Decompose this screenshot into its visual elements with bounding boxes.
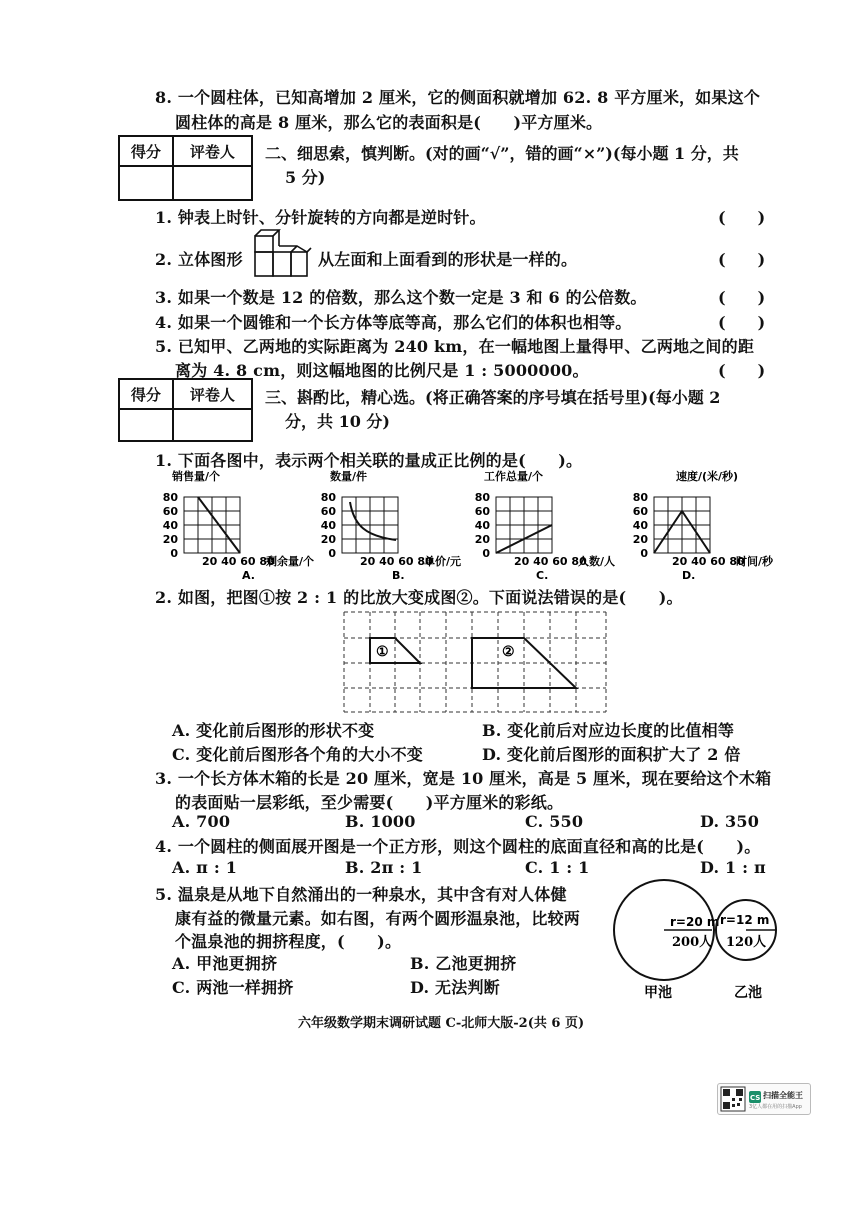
choice-q2-option-b: B. 变化前后对应边长度的比值相等 bbox=[482, 721, 735, 740]
ytick: 0 bbox=[482, 547, 490, 560]
ytick: 40 bbox=[474, 519, 490, 532]
choice-q3-option-d: D. 350 bbox=[700, 812, 760, 831]
choice-q5-option-d: D. 无法判断 bbox=[410, 978, 500, 997]
enlargement-figure bbox=[340, 608, 610, 716]
ytick: 40 bbox=[162, 519, 178, 532]
chart-d-ylabel: 速度/(米/秒) bbox=[676, 470, 739, 483]
judge-paren-3[interactable]: ( ) bbox=[718, 288, 766, 307]
chart-d-option: D. bbox=[682, 569, 696, 582]
score-cell[interactable] bbox=[119, 409, 173, 441]
ytick: 60 bbox=[632, 505, 648, 518]
choice-q5-option-c: C. 两池一样拥挤 bbox=[172, 978, 294, 997]
choice-q4-option-b: B. 2π : 1 bbox=[345, 858, 423, 877]
section2-title-line2: 5 分) bbox=[285, 168, 326, 187]
ytick: 60 bbox=[320, 505, 336, 518]
choice-q2-stem: 2. 如图，把图①按 2 : 1 的比放大变成图②。下面说法错误的是( )。 bbox=[155, 588, 683, 607]
choice-q4-line1: 4. 一个圆柱的侧面展开图是一个正方形，则这个圆柱的底面直径和高的比是( )。 bbox=[155, 837, 761, 856]
choice-q4-option-c: C. 1 : 1 bbox=[525, 858, 590, 877]
choice-q3-option-a: A. 700 bbox=[172, 812, 231, 831]
ytick: 80 bbox=[320, 491, 336, 504]
choice-q3-line2: 的表面贴一层彩纸，至少需要( )平方厘米的彩纸。 bbox=[175, 793, 564, 812]
ytick: 40 bbox=[632, 519, 648, 532]
page-footer: 六年级数学期末调研试题 C-北师大版-2(共 6 页) bbox=[298, 1016, 585, 1031]
grader-cell[interactable] bbox=[173, 409, 252, 441]
pool-b-name: 乙池 bbox=[734, 985, 762, 1001]
score-cell[interactable] bbox=[119, 166, 173, 200]
choice-q3-line1: 3. 一个长方体木箱的长是 20 厘米，宽是 10 厘米，高是 5 厘米，现在要给这个木箱 bbox=[155, 769, 772, 788]
qr-code-icon bbox=[721, 1087, 745, 1111]
chart-b-option: B. bbox=[392, 569, 405, 582]
judge-item-2a: 2. 立体图形 bbox=[155, 250, 243, 269]
choice-q2-option-a: A. 变化前后图形的形状不变 bbox=[172, 721, 375, 740]
ytick: 20 bbox=[632, 533, 648, 546]
grader-label: 评卷人 bbox=[173, 136, 252, 166]
pool-b-radius: r=12 m bbox=[720, 913, 770, 927]
pool-a-radius: r=20 m bbox=[670, 915, 720, 929]
chart-b-ylabel: 数量/件 bbox=[330, 470, 368, 483]
ytick: 0 bbox=[170, 547, 178, 560]
ytick: 60 bbox=[162, 505, 178, 518]
ytick: 0 bbox=[328, 547, 336, 560]
grader-cell[interactable] bbox=[173, 166, 252, 200]
choice-q4-option-d: D. 1 : π bbox=[700, 858, 766, 877]
chart-b bbox=[320, 470, 490, 582]
chart-d-xlabel: 时间/秒 bbox=[736, 555, 774, 568]
choice-q3-option-c: C. 550 bbox=[525, 812, 584, 831]
ytick: 80 bbox=[162, 491, 178, 504]
scanner-badge bbox=[717, 1083, 811, 1115]
q8-line1: 8. 一个圆柱体，已知高增加 2 厘米，它的侧面积就增加 62. 8 平方厘米，如果这个 bbox=[155, 88, 761, 107]
choice-q3-option-b: B. 1000 bbox=[345, 812, 416, 831]
pool-a-people: 200人 bbox=[672, 935, 713, 950]
section2-title-line1: 二、细思索，慎判断。(对的画“√”，错的画“×”)(每小题 1 分，共 bbox=[265, 144, 739, 163]
ytick: 0 bbox=[640, 547, 648, 560]
section3-title-line1: 三、斟酌比，精心选。(将正确答案的序号填在括号里)(每小题 2 bbox=[265, 388, 721, 407]
judge-item-1: 1. 钟表上时针、分针旋转的方向都是逆时针。 bbox=[155, 208, 486, 227]
score-label: 得分 bbox=[119, 136, 173, 166]
judge-item-3: 3. 如果一个数是 12 的倍数，那么这个数一定是 3 和 6 的公倍数。 bbox=[155, 288, 647, 307]
judge-item-5b: 离为 4. 8 cm，则这幅地图的比例尺是 1 : 5000000。 bbox=[175, 361, 589, 380]
score-label: 得分 bbox=[119, 379, 173, 409]
judge-paren-5[interactable]: ( ) bbox=[718, 361, 766, 380]
xticks: 20 40 60 80 bbox=[672, 555, 745, 568]
ytick: 60 bbox=[474, 505, 490, 518]
choice-q2-option-d: D. 变化前后图形的面积扩大了 2 倍 bbox=[482, 745, 741, 764]
ytick: 40 bbox=[320, 519, 336, 532]
section3-title-line2: 分，共 10 分) bbox=[285, 412, 390, 431]
xticks: 20 40 60 80 bbox=[202, 555, 275, 568]
pool-b-people: 120人 bbox=[726, 935, 767, 950]
chart-b-xlabel: 单价/元 bbox=[424, 555, 462, 568]
grader-label: 评卷人 bbox=[173, 379, 252, 409]
hot-spring-pools-figure bbox=[612, 878, 782, 1002]
judge-paren-1[interactable]: ( ) bbox=[718, 208, 766, 227]
ytick: 80 bbox=[632, 491, 648, 504]
choice-q4-option-a: A. π : 1 bbox=[172, 858, 238, 877]
score-box-section2 bbox=[118, 135, 253, 201]
chart-c bbox=[474, 470, 644, 582]
ytick: 20 bbox=[162, 533, 178, 546]
choice-q5-line1: 5. 温泉是从地下自然涌出的一种泉水，其中含有对人体健 bbox=[155, 885, 567, 904]
cs-logo-icon bbox=[749, 1091, 761, 1103]
chart-a-xlabel: 剩余量/个 bbox=[266, 555, 315, 568]
choice-q5-option-a: A. 甲池更拥挤 bbox=[172, 954, 278, 973]
choice-q1-stem: 1. 下面各图中，表示两个相关联的量成正比例的是( )。 bbox=[155, 451, 583, 470]
chart-c-option: C. bbox=[536, 569, 549, 582]
figure-2-label: ② bbox=[502, 644, 515, 660]
svg-text:CS: CS bbox=[750, 1094, 761, 1102]
choice-q5-line3: 个温泉池的拥挤程度，( )。 bbox=[175, 932, 402, 951]
chart-c-ylabel: 工作总量/个 bbox=[484, 470, 544, 483]
q8-line2: 圆柱体的高是 8 厘米，那么它的表面积是( )平方厘米。 bbox=[175, 113, 603, 132]
judge-paren-4[interactable]: ( ) bbox=[718, 313, 766, 332]
chart-a-option: A. bbox=[242, 569, 255, 582]
chart-a-ylabel: 销售量/个 bbox=[172, 470, 221, 483]
pool-a-name: 甲池 bbox=[644, 985, 672, 1001]
choice-q2-option-c: C. 变化前后图形各个角的大小不变 bbox=[172, 745, 423, 764]
choice-q5-line2: 康有益的微量元素。如右图，有两个圆形温泉池，比较两 bbox=[175, 909, 581, 928]
scanner-badge-title: 扫描全能王 bbox=[763, 1091, 803, 1100]
chart-c-xlabel: 人数/人 bbox=[578, 555, 616, 568]
chart-b-series-curve bbox=[350, 502, 396, 540]
ytick: 80 bbox=[474, 491, 490, 504]
judge-item-2b: 从左面和上面看到的形状是一样的。 bbox=[318, 250, 578, 269]
chart-d bbox=[632, 470, 802, 582]
judge-item-5a: 5. 已知甲、乙两地的实际距离为 240 km，在一幅地图上量得甲、乙两地之间的距 bbox=[155, 337, 755, 356]
figure-1-label: ① bbox=[376, 644, 389, 660]
judge-item-4: 4. 如果一个圆锥和一个长方体等底等高，那么它们的体积也相等。 bbox=[155, 313, 632, 332]
score-box-section3 bbox=[118, 378, 253, 442]
ytick: 20 bbox=[320, 533, 336, 546]
xticks: 20 40 60 80 bbox=[514, 555, 587, 568]
scanner-badge-subtitle: 3亿人都在用的扫描App bbox=[749, 1104, 802, 1110]
solid-figure-icon bbox=[253, 228, 313, 280]
ytick: 20 bbox=[474, 533, 490, 546]
xticks: 20 40 60 80 bbox=[360, 555, 433, 568]
chart-a bbox=[162, 470, 332, 582]
choice-q5-option-b: B. 乙池更拥挤 bbox=[410, 954, 517, 973]
judge-paren-2[interactable]: ( ) bbox=[718, 250, 766, 269]
